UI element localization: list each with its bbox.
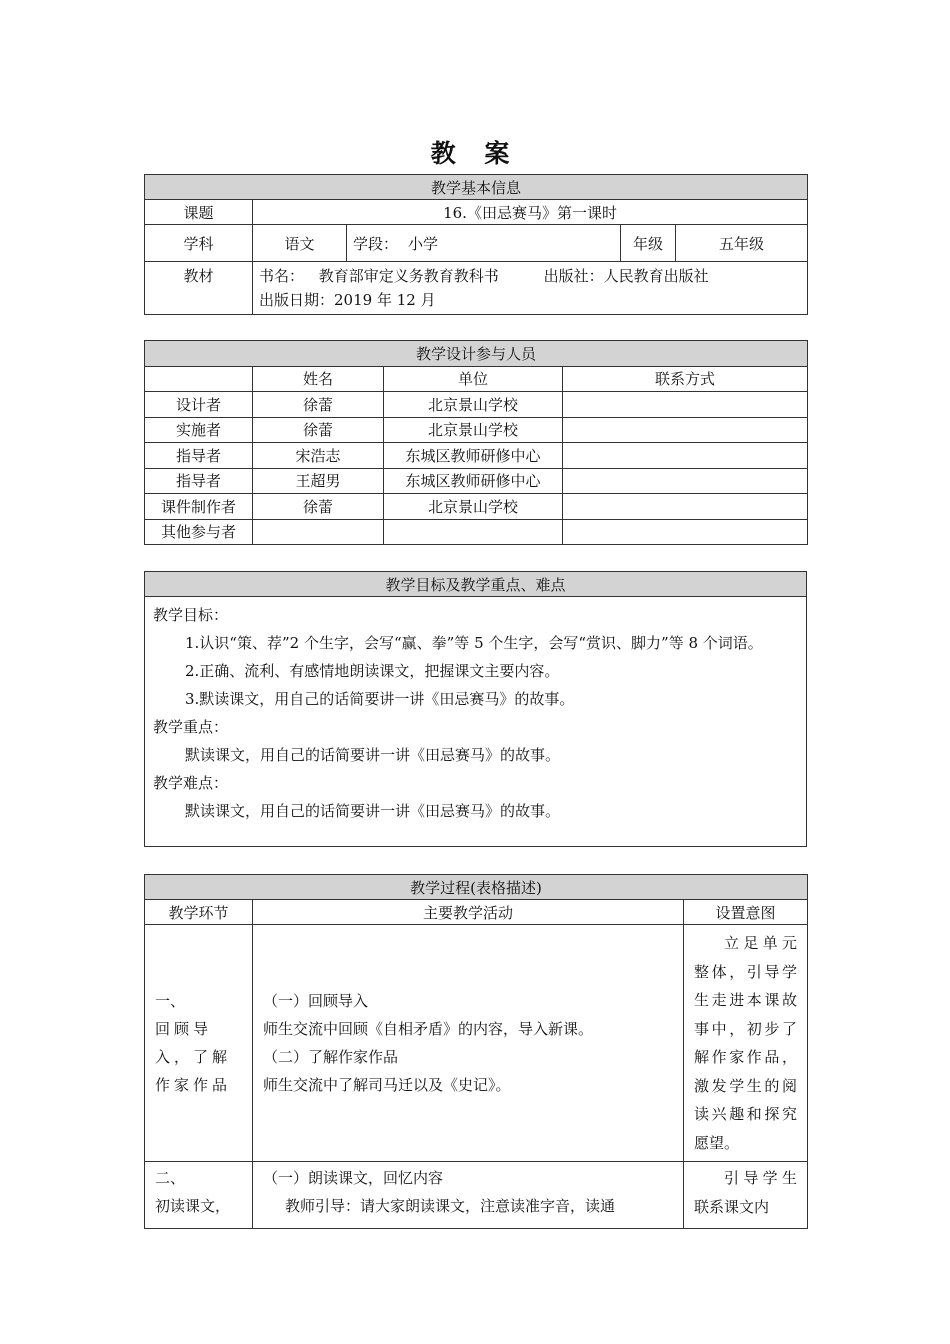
textbook-label: 教材	[145, 262, 253, 315]
participant-role: 指导者	[145, 468, 253, 494]
step2-act1-text: 教师引导：请大家朗读课文，注意读准字音，读通	[285, 1197, 616, 1215]
key-label: 教学重点：	[153, 718, 229, 736]
stage-value: 小学	[408, 234, 439, 253]
participant-contact	[563, 468, 808, 494]
participant-contact	[563, 494, 808, 520]
step1-stage	[145, 925, 253, 1162]
participant-name: 徐蕾	[253, 494, 384, 520]
col-contact: 联系方式	[563, 366, 808, 392]
step2-stage	[145, 1162, 253, 1229]
basic-info-header: 教学基本信息	[145, 175, 808, 200]
book-label: 书名：	[259, 267, 305, 285]
participant-contact	[563, 519, 808, 545]
step1-intent-text: 立足单元整体，引导学生走进本课故事中，初步了解作家作品，激发学生的阅读兴趣和探究愿望。	[694, 934, 798, 1152]
objectives-table	[144, 571, 807, 847]
col-activity: 主要教学活动	[253, 900, 684, 925]
participant-unit: 北京景山学校	[384, 417, 563, 443]
table-row	[145, 392, 808, 418]
participants-header: 教学设计参与人员	[145, 341, 808, 367]
participant-name: 徐蕾	[253, 392, 384, 418]
step1-stage-title: 回顾导入，了解作家作品	[155, 1020, 232, 1094]
step2-intent-text: 引导学生联系课文内	[694, 1169, 798, 1216]
goal-1: 1.认识“策、荐”2 个生字，会写“赢、拳”等 5 个生字，会写“赏识、脚力”等 8 个词语。	[185, 634, 763, 652]
document-title: 教 案	[430, 139, 520, 168]
step2-stage-num: 二、	[155, 1169, 186, 1187]
process-header: 教学过程(表格描述)	[145, 875, 808, 900]
participant-name: 徐蕾	[253, 417, 384, 443]
book-value: 教育部审定义务教育教科书	[318, 267, 499, 285]
objectives-header: 教学目标及教学重点、难点	[145, 572, 807, 597]
step1-act2-text: 师生交流中了解司马迁以及《史记》。	[263, 1076, 511, 1094]
participant-name: 王超男	[253, 468, 384, 494]
pub-date: 出版日期：2019 年 12 月	[259, 291, 436, 309]
participant-unit	[384, 519, 563, 545]
subject-value: 语文	[253, 225, 347, 262]
col-name: 姓名	[253, 366, 384, 392]
step2-intent	[684, 1162, 808, 1229]
grade-label: 年级	[621, 225, 676, 262]
step1-act1-text: 师生交流中回顾《自相矛盾》的内容，导入新课。	[263, 1020, 594, 1038]
step2-stage-title: 初读课文，	[155, 1197, 231, 1215]
participant-name	[253, 519, 384, 545]
participant-role: 指导者	[145, 443, 253, 469]
participant-contact	[563, 392, 808, 418]
col-intent: 设置意图	[684, 900, 808, 925]
participant-unit: 北京景山学校	[384, 494, 563, 520]
process-table	[144, 874, 808, 1229]
basic-info-table	[144, 174, 808, 315]
objectives-body	[145, 597, 807, 847]
topic-value: 16.《田忌赛马》第一课时	[253, 200, 808, 225]
difficulty-label: 教学难点：	[153, 774, 229, 792]
step2-activity	[253, 1162, 684, 1229]
goals-label: 教学目标：	[153, 606, 229, 624]
publisher-label: 出版社：	[543, 267, 604, 285]
participant-unit: 东城区教师研修中心	[384, 443, 563, 469]
difficulty-value: 默读课文，用自己的话简要讲一讲《田忌赛马》的故事。	[185, 802, 561, 820]
stage-label: 学段：	[353, 234, 399, 253]
step1-intent	[684, 925, 808, 1162]
col-role	[145, 366, 253, 392]
goal-2: 2.正确、流利、有感情地朗读课文，把握课文主要内容。	[185, 662, 560, 680]
participant-unit: 北京景山学校	[384, 392, 563, 418]
table-row	[145, 443, 808, 469]
key-value: 默读课文，用自己的话简要讲一讲《田忌赛马》的故事。	[185, 746, 561, 764]
participant-contact	[563, 443, 808, 469]
col-stage: 教学环节	[145, 900, 253, 925]
participant-role: 课件制作者	[145, 494, 253, 520]
step1-act2-title: （二）了解作家作品	[263, 1048, 399, 1066]
participant-name: 宋浩志	[253, 443, 384, 469]
textbook-info	[253, 262, 808, 315]
publisher-value: 人民教育出版社	[603, 267, 709, 285]
participant-contact	[563, 417, 808, 443]
table-row	[145, 925, 808, 1162]
step2-act1-title: （一）朗读课文，回忆内容	[263, 1169, 444, 1187]
topic-label: 课题	[145, 200, 253, 225]
table-row	[145, 417, 808, 443]
participant-role: 设计者	[145, 392, 253, 418]
table-row	[145, 468, 808, 494]
subject-label: 学科	[145, 225, 253, 262]
participant-role: 其他参与者	[145, 519, 253, 545]
grade-value: 五年级	[676, 225, 808, 262]
step1-act1-title: （一）回顾导入	[263, 992, 369, 1010]
goal-3: 3.默读课文，用自己的话简要讲一讲《田忌赛马》的故事。	[185, 690, 575, 708]
participants-table	[144, 340, 808, 545]
table-row	[145, 519, 808, 545]
participant-role: 实施者	[145, 417, 253, 443]
step1-stage-num: 一、	[155, 992, 186, 1010]
table-row	[145, 1162, 808, 1229]
stage-cell	[347, 225, 621, 262]
participant-unit: 东城区教师研修中心	[384, 468, 563, 494]
col-unit: 单位	[384, 366, 563, 392]
table-row	[145, 494, 808, 520]
step1-activity	[253, 925, 684, 1162]
